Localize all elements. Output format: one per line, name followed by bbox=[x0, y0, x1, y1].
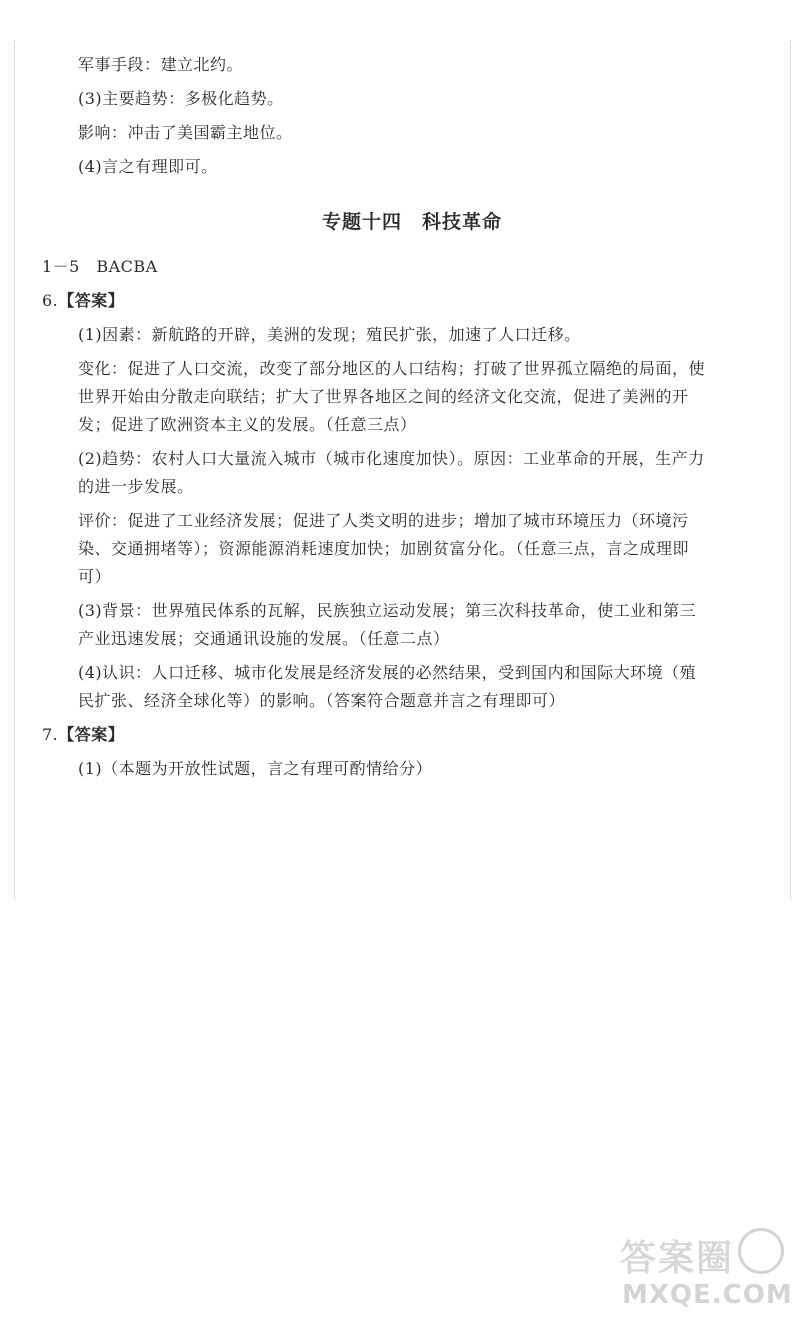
question-number: 7. bbox=[42, 725, 59, 744]
answers-1-5: 1－5 BACBA bbox=[42, 257, 158, 276]
answer-tag: 【答案】 bbox=[58, 725, 125, 744]
watermark-text: 答案圈 bbox=[620, 1238, 735, 1279]
seal-icon bbox=[738, 1228, 784, 1274]
right-margin-line bbox=[790, 40, 791, 900]
question-number: 6. bbox=[42, 291, 59, 310]
answer-tag: 【答案】 bbox=[58, 291, 125, 310]
q6-line: (3)背景：世界殖民体系的瓦解，民族独立运动发展；第三次科技革命，使工业和第三 bbox=[78, 601, 697, 620]
q6-line: (4)认识：人口迁移、城市化发展是经济发展的必然结果，受到国内和国际大环境（殖 bbox=[78, 663, 697, 682]
watermark-url: MXQE.COM bbox=[622, 1280, 793, 1310]
watermark-logo bbox=[620, 1228, 793, 1318]
q6-line: (1)因素：新航路的开辟，美洲的发现；殖民扩张，加速了人口迁移。 bbox=[78, 325, 581, 344]
q6-line: 变化：促进了人口交流，改变了部分地区的人口结构；打破了世界孤立隔绝的局面，使 bbox=[78, 359, 706, 378]
q6-label bbox=[42, 288, 762, 314]
left-margin-line bbox=[14, 40, 15, 900]
q7-label bbox=[42, 722, 762, 748]
page-content bbox=[42, 52, 762, 790]
q6-line: 的进一步发展。 bbox=[78, 477, 194, 496]
q6-line: 世界开始由分散走向联结；扩大了世界各地区之间的经济文化交流，促进了美洲的开 bbox=[78, 387, 689, 406]
text-line: (3)主要趋势：多极化趋势。 bbox=[78, 89, 284, 108]
text-line: (4)言之有理即可。 bbox=[78, 157, 218, 176]
q6-label-text bbox=[42, 291, 124, 310]
q6-line: (2)趋势：农村人口大量流入城市（城市化速度加快）。原因：工业革命的开展，生产力 bbox=[78, 449, 705, 468]
q6-line: 产业迅速发展；交通通讯设施的发展。（任意二点） bbox=[78, 629, 450, 648]
q7-label-text bbox=[42, 725, 124, 744]
q6-line: 染、交通拥堵等）；资源能源消耗速度加快；加剧贫富分化。（任意三点，言之成理即 bbox=[78, 539, 690, 558]
text-line: 军事手段：建立北约。 bbox=[78, 55, 244, 74]
q6-line: 可） bbox=[78, 567, 112, 586]
q6-line: 民扩张、经济全球化等）的影响。（答案符合题意并言之有理即可） bbox=[78, 691, 566, 710]
q7-line: (1)（本题为开放性试题，言之有理可酌情给分） bbox=[78, 759, 433, 778]
q6-line: 评价：促进了工业经济发展；促进了人类文明的进步；增加了城市环境压力（环境污 bbox=[78, 511, 689, 530]
q6-line: 发；促进了欧洲资本主义的发展。（任意三点） bbox=[78, 415, 417, 434]
text-line: 影响：冲击了美国霸主地位。 bbox=[78, 123, 293, 142]
section-title: 专题十四 科技革命 bbox=[321, 211, 502, 233]
